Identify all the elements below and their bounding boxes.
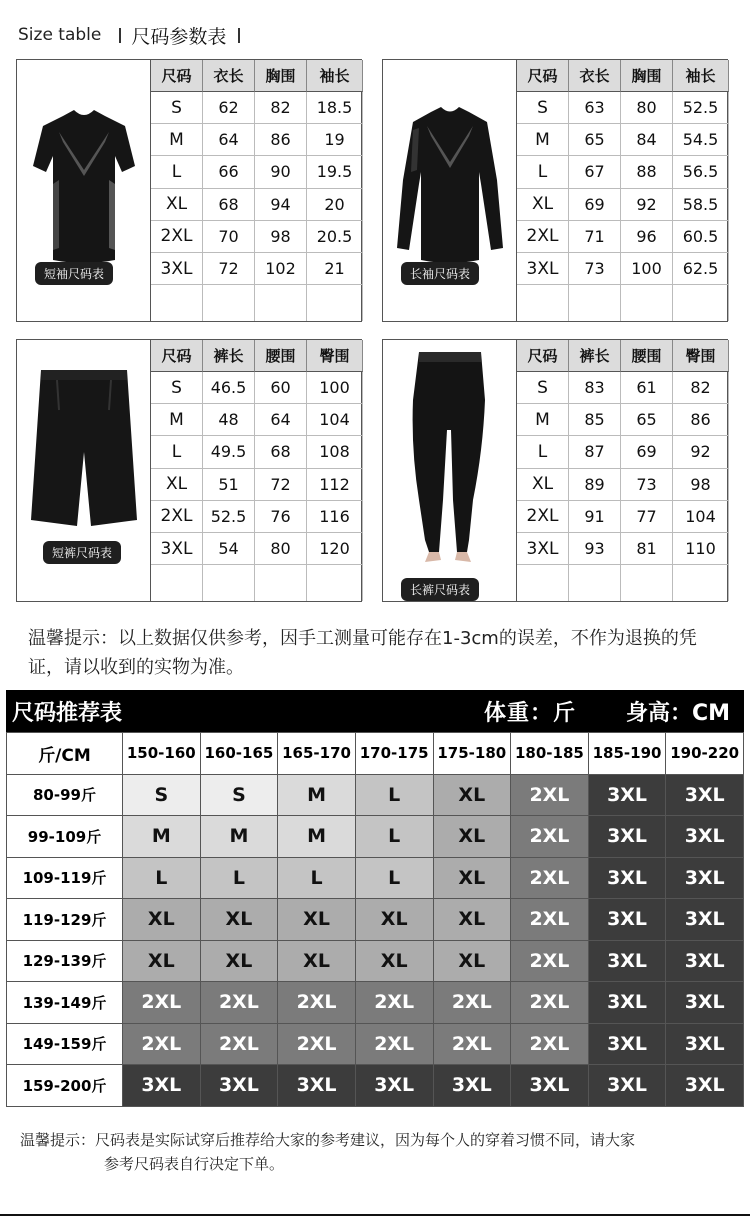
size-cell: 3XL bbox=[151, 253, 203, 285]
recommended-size-cell: 3XL bbox=[588, 857, 666, 899]
size-cell: S bbox=[517, 372, 569, 404]
recommended-size-cell: M bbox=[278, 816, 356, 858]
empty-cell bbox=[517, 565, 569, 601]
recommended-size-cell: S bbox=[123, 774, 201, 816]
measurement-cell: 100 bbox=[621, 253, 673, 285]
measurement-cell: 58.5 bbox=[673, 189, 729, 221]
recommended-size-cell: XL bbox=[355, 899, 433, 941]
measurement-cell: 46.5 bbox=[203, 372, 255, 404]
measurement-cell: 68 bbox=[255, 436, 307, 468]
size-cell: XL bbox=[517, 189, 569, 221]
column-header: 腰围 bbox=[255, 340, 307, 372]
recommended-size-cell: 2XL bbox=[433, 982, 511, 1024]
bottom-divider bbox=[0, 1214, 750, 1216]
empty-cell bbox=[203, 565, 255, 601]
measurement-note: 温馨提示：以上数据仅供参考，因手工测量可能存在1-3cm的误差，不作为退换的凭证，请以收到的实物为准。 bbox=[28, 628, 697, 678]
empty-cell bbox=[255, 565, 307, 601]
corner-header: 斤/CM bbox=[7, 733, 123, 775]
recommended-size-cell: XL bbox=[123, 899, 201, 941]
measurement-cell: 65 bbox=[621, 404, 673, 436]
empty-cell bbox=[569, 565, 621, 601]
empty-cell bbox=[203, 285, 255, 321]
height-range-header: 170-175 bbox=[355, 733, 433, 775]
column-header: 裤长 bbox=[203, 340, 255, 372]
measurement-cell: 60 bbox=[255, 372, 307, 404]
height-unit-label: 身高：CM bbox=[626, 700, 731, 726]
recommended-size-cell: 2XL bbox=[278, 982, 356, 1024]
measurement-cell: 49.5 bbox=[203, 436, 255, 468]
recommended-size-cell: XL bbox=[278, 940, 356, 982]
column-header: 裤长 bbox=[569, 340, 621, 372]
size-table-title-en: Size table bbox=[18, 25, 102, 45]
recommended-size-cell: 2XL bbox=[200, 982, 278, 1024]
measurement-cell: 89 bbox=[569, 469, 621, 501]
measurement-cell: 93 bbox=[569, 533, 621, 565]
measurement-cell: 82 bbox=[255, 92, 307, 124]
measurement-cell: 104 bbox=[673, 501, 729, 533]
weight-range-cell: 159-200斤 bbox=[7, 1065, 123, 1107]
panel-label-short-sleeve: 短袖尺码表 bbox=[35, 262, 113, 285]
column-header: 胸围 bbox=[621, 60, 673, 92]
recommended-size-cell: 3XL bbox=[123, 1065, 201, 1107]
measurement-cell: 64 bbox=[203, 124, 255, 156]
empty-cell bbox=[307, 285, 363, 321]
measurement-cell: 20.5 bbox=[307, 221, 363, 253]
recommended-size-cell: L bbox=[355, 774, 433, 816]
size-cell: S bbox=[517, 92, 569, 124]
size-cell: 3XL bbox=[517, 533, 569, 565]
height-range-header: 150-160 bbox=[123, 733, 201, 775]
empty-cell bbox=[151, 565, 203, 601]
size-cell: 2XL bbox=[517, 221, 569, 253]
column-header: 胸围 bbox=[255, 60, 307, 92]
measurement-cell: 52.5 bbox=[203, 501, 255, 533]
size-cell: XL bbox=[517, 469, 569, 501]
recommended-size-cell: 2XL bbox=[200, 1023, 278, 1065]
measurement-cell: 68 bbox=[203, 189, 255, 221]
column-header: 臀围 bbox=[673, 340, 729, 372]
measurement-cell: 18.5 bbox=[307, 92, 363, 124]
column-header: 衣长 bbox=[569, 60, 621, 92]
recommended-size-cell: 2XL bbox=[511, 940, 589, 982]
measurement-cell: 96 bbox=[621, 221, 673, 253]
recommended-size-cell: XL bbox=[433, 774, 511, 816]
measurement-cell: 84 bbox=[621, 124, 673, 156]
title-divider bbox=[119, 28, 121, 43]
measurement-cell: 92 bbox=[621, 189, 673, 221]
recommended-size-cell: L bbox=[200, 857, 278, 899]
recommended-size-cell: 2XL bbox=[433, 1023, 511, 1065]
table-row bbox=[7, 1065, 744, 1107]
recommended-size-cell: 2XL bbox=[511, 816, 589, 858]
measurement-cell: 19.5 bbox=[307, 156, 363, 188]
column-header: 袖长 bbox=[307, 60, 363, 92]
recommended-size-cell: 3XL bbox=[588, 1023, 666, 1065]
recommended-size-cell: 3XL bbox=[588, 816, 666, 858]
measurement-cell: 83 bbox=[569, 372, 621, 404]
measurement-cell: 62.5 bbox=[673, 253, 729, 285]
measurement-cell: 102 bbox=[255, 253, 307, 285]
empty-cell bbox=[307, 565, 363, 601]
recommended-size-cell: 3XL bbox=[200, 1065, 278, 1107]
column-header: 尺码 bbox=[151, 60, 203, 92]
recommended-size-cell: 3XL bbox=[588, 1065, 666, 1107]
column-header: 臀围 bbox=[307, 340, 363, 372]
measurement-cell: 48 bbox=[203, 404, 255, 436]
size-grid-long-sleeve bbox=[517, 60, 727, 321]
measurement-cell: 64 bbox=[255, 404, 307, 436]
panel-short-sleeve bbox=[16, 59, 362, 322]
recommended-size-cell: 2XL bbox=[511, 899, 589, 941]
size-table-title-cn: 尺码参数表 bbox=[131, 25, 227, 48]
recommend-title: 尺码推荐表 bbox=[12, 700, 123, 726]
title-divider-end bbox=[238, 28, 240, 43]
weight-range-cell: 139-149斤 bbox=[7, 982, 123, 1024]
height-range-header: 185-190 bbox=[588, 733, 666, 775]
recommend-header-row bbox=[7, 733, 744, 775]
measurement-cell: 62 bbox=[203, 92, 255, 124]
height-range-header: 180-185 bbox=[511, 733, 589, 775]
column-header: 尺码 bbox=[517, 340, 569, 372]
measurement-cell: 80 bbox=[255, 533, 307, 565]
size-grid-leggings bbox=[517, 340, 727, 601]
measurement-cell: 21 bbox=[307, 253, 363, 285]
recommended-size-cell: 3XL bbox=[666, 1023, 744, 1065]
measurement-cell: 112 bbox=[307, 469, 363, 501]
size-cell: L bbox=[151, 156, 203, 188]
measurement-cell: 70 bbox=[203, 221, 255, 253]
measurement-cell: 85 bbox=[569, 404, 621, 436]
measurement-cell: 77 bbox=[621, 501, 673, 533]
panel-label-long-sleeve: 长袖尺码表 bbox=[401, 262, 479, 285]
recommended-size-cell: XL bbox=[200, 940, 278, 982]
measurement-cell: 69 bbox=[569, 189, 621, 221]
measurement-cell: 54.5 bbox=[673, 124, 729, 156]
measurement-cell: 108 bbox=[307, 436, 363, 468]
height-range-header: 175-180 bbox=[433, 733, 511, 775]
size-cell: 3XL bbox=[151, 533, 203, 565]
empty-cell bbox=[151, 285, 203, 321]
recommended-size-cell: 3XL bbox=[588, 982, 666, 1024]
recommended-size-cell: L bbox=[355, 816, 433, 858]
recommended-size-cell: 3XL bbox=[666, 1065, 744, 1107]
measurement-cell: 73 bbox=[569, 253, 621, 285]
recommended-size-cell: 2XL bbox=[278, 1023, 356, 1065]
recommend-header bbox=[6, 690, 744, 732]
size-cell: M bbox=[517, 404, 569, 436]
table-row bbox=[7, 774, 744, 816]
measurement-cell: 71 bbox=[569, 221, 621, 253]
size-cell: 3XL bbox=[517, 253, 569, 285]
size-cell: 2XL bbox=[517, 501, 569, 533]
measurement-cell: 69 bbox=[621, 436, 673, 468]
weight-range-cell: 119-129斤 bbox=[7, 899, 123, 941]
measurement-cell: 72 bbox=[255, 469, 307, 501]
empty-cell bbox=[569, 285, 621, 321]
measurement-cell: 100 bbox=[307, 372, 363, 404]
recommended-size-cell: 3XL bbox=[666, 857, 744, 899]
measurement-cell: 90 bbox=[255, 156, 307, 188]
recommended-size-cell: XL bbox=[433, 857, 511, 899]
recommended-size-cell: 2XL bbox=[355, 1023, 433, 1065]
recommended-size-cell: L bbox=[123, 857, 201, 899]
recommended-size-cell: 3XL bbox=[666, 899, 744, 941]
recommended-size-cell: 3XL bbox=[588, 774, 666, 816]
recommended-size-cell: M bbox=[200, 816, 278, 858]
empty-cell bbox=[517, 285, 569, 321]
table-row bbox=[7, 899, 744, 941]
size-cell: XL bbox=[151, 469, 203, 501]
measurement-cell: 73 bbox=[621, 469, 673, 501]
measurement-cell: 88 bbox=[621, 156, 673, 188]
recommend-note-line1: 温馨提示：尺码表是实际试穿后推荐给大家的参考建议，因为每个人的穿着习惯不同，请大家 bbox=[20, 1131, 636, 1149]
measurement-cell: 65 bbox=[569, 124, 621, 156]
panel-leggings bbox=[382, 339, 728, 602]
height-range-header: 190-220 bbox=[666, 733, 744, 775]
recommended-size-cell: XL bbox=[278, 899, 356, 941]
empty-cell bbox=[673, 565, 729, 601]
measurement-cell: 81 bbox=[621, 533, 673, 565]
measurement-cell: 87 bbox=[569, 436, 621, 468]
table-row bbox=[7, 982, 744, 1024]
recommended-size-cell: M bbox=[123, 816, 201, 858]
column-header: 袖长 bbox=[673, 60, 729, 92]
recommended-size-cell: 3XL bbox=[666, 816, 744, 858]
empty-cell bbox=[255, 285, 307, 321]
recommended-size-cell: L bbox=[355, 857, 433, 899]
recommended-size-cell: 2XL bbox=[511, 1023, 589, 1065]
recommended-size-cell: 2XL bbox=[511, 774, 589, 816]
short-sleeve-photo bbox=[17, 60, 151, 321]
recommended-size-cell: 2XL bbox=[511, 857, 589, 899]
recommended-size-cell: 3XL bbox=[666, 940, 744, 982]
recommended-size-cell: XL bbox=[433, 899, 511, 941]
table-row bbox=[7, 940, 744, 982]
measurement-cell: 82 bbox=[673, 372, 729, 404]
measurement-cell: 116 bbox=[307, 501, 363, 533]
weight-range-cell: 109-119斤 bbox=[7, 857, 123, 899]
measurement-cell: 86 bbox=[673, 404, 729, 436]
measurement-cell: 80 bbox=[621, 92, 673, 124]
recommend-note bbox=[20, 1128, 730, 1176]
recommended-size-cell: 2XL bbox=[123, 982, 201, 1024]
recommended-size-cell: 3XL bbox=[588, 899, 666, 941]
weight-range-cell: 129-139斤 bbox=[7, 940, 123, 982]
shorts-photo bbox=[17, 340, 151, 601]
weight-range-cell: 80-99斤 bbox=[7, 774, 123, 816]
empty-cell bbox=[621, 285, 673, 321]
measurement-cell: 60.5 bbox=[673, 221, 729, 253]
height-range-header: 165-170 bbox=[278, 733, 356, 775]
recommended-size-cell: 3XL bbox=[355, 1065, 433, 1107]
empty-cell bbox=[621, 565, 673, 601]
recommend-note-line2: 参考尺码表自行决定下单。 bbox=[104, 1155, 285, 1173]
leggings-icon bbox=[383, 340, 517, 603]
table-row bbox=[7, 816, 744, 858]
weight-unit-label: 体重：斤 bbox=[484, 700, 577, 726]
column-header: 尺码 bbox=[151, 340, 203, 372]
panel-label-shorts: 短裤尺码表 bbox=[43, 541, 121, 564]
measurement-cell: 63 bbox=[569, 92, 621, 124]
measurement-cell: 56.5 bbox=[673, 156, 729, 188]
height-range-header: 160-165 bbox=[200, 733, 278, 775]
recommended-size-cell: 3XL bbox=[666, 774, 744, 816]
size-cell: M bbox=[151, 404, 203, 436]
weight-range-cell: 149-159斤 bbox=[7, 1023, 123, 1065]
measurement-cell: 98 bbox=[673, 469, 729, 501]
recommended-size-cell: XL bbox=[355, 940, 433, 982]
size-cell: L bbox=[151, 436, 203, 468]
panel-long-sleeve bbox=[382, 59, 728, 322]
recommended-size-cell: XL bbox=[123, 940, 201, 982]
recommended-size-cell: M bbox=[278, 774, 356, 816]
size-recommendation-table bbox=[6, 732, 744, 1107]
column-header: 衣长 bbox=[203, 60, 255, 92]
recommended-size-cell: S bbox=[200, 774, 278, 816]
recommended-size-cell: 2XL bbox=[123, 1023, 201, 1065]
page-header bbox=[18, 18, 250, 52]
measurement-cell: 52.5 bbox=[673, 92, 729, 124]
panel-shorts bbox=[16, 339, 362, 602]
size-cell: XL bbox=[151, 189, 203, 221]
measurement-cell: 51 bbox=[203, 469, 255, 501]
size-cell: S bbox=[151, 372, 203, 404]
table-row bbox=[7, 857, 744, 899]
recommended-size-cell: 3XL bbox=[278, 1065, 356, 1107]
measurement-cell: 72 bbox=[203, 253, 255, 285]
size-cell: 2XL bbox=[151, 221, 203, 253]
measurement-cell: 76 bbox=[255, 501, 307, 533]
recommended-size-cell: 2XL bbox=[355, 982, 433, 1024]
panel-label-leggings: 长裤尺码表 bbox=[401, 578, 479, 601]
measurement-cell: 110 bbox=[673, 533, 729, 565]
size-grid-short-sleeve bbox=[151, 60, 361, 321]
table-row bbox=[7, 1023, 744, 1065]
weight-range-cell: 99-109斤 bbox=[7, 816, 123, 858]
measurement-cell: 54 bbox=[203, 533, 255, 565]
size-cell: M bbox=[517, 124, 569, 156]
long-sleeve-photo bbox=[383, 60, 517, 321]
measurement-cell: 19 bbox=[307, 124, 363, 156]
column-header: 腰围 bbox=[621, 340, 673, 372]
column-header: 尺码 bbox=[517, 60, 569, 92]
size-cell: L bbox=[517, 436, 569, 468]
size-cell: M bbox=[151, 124, 203, 156]
recommended-size-cell: L bbox=[278, 857, 356, 899]
recommended-size-cell: XL bbox=[200, 899, 278, 941]
size-cell: 2XL bbox=[151, 501, 203, 533]
measurement-cell: 104 bbox=[307, 404, 363, 436]
recommended-size-cell: 3XL bbox=[511, 1065, 589, 1107]
measurement-cell: 120 bbox=[307, 533, 363, 565]
size-grid-shorts bbox=[151, 340, 361, 601]
recommended-size-cell: 3XL bbox=[433, 1065, 511, 1107]
measurement-cell: 66 bbox=[203, 156, 255, 188]
recommended-size-cell: 3XL bbox=[588, 940, 666, 982]
size-cell: S bbox=[151, 92, 203, 124]
size-cell: L bbox=[517, 156, 569, 188]
empty-cell bbox=[673, 285, 729, 321]
measurement-cell: 67 bbox=[569, 156, 621, 188]
measurement-cell: 20 bbox=[307, 189, 363, 221]
recommended-size-cell: 3XL bbox=[666, 982, 744, 1024]
leggings-photo bbox=[383, 340, 517, 601]
measurement-cell: 91 bbox=[569, 501, 621, 533]
measurement-cell: 86 bbox=[255, 124, 307, 156]
measurement-cell: 92 bbox=[673, 436, 729, 468]
recommended-size-cell: 2XL bbox=[511, 982, 589, 1024]
recommended-size-cell: XL bbox=[433, 940, 511, 982]
measurement-cell: 94 bbox=[255, 189, 307, 221]
recommended-size-cell: XL bbox=[433, 816, 511, 858]
measurement-cell: 61 bbox=[621, 372, 673, 404]
measurement-cell: 98 bbox=[255, 221, 307, 253]
